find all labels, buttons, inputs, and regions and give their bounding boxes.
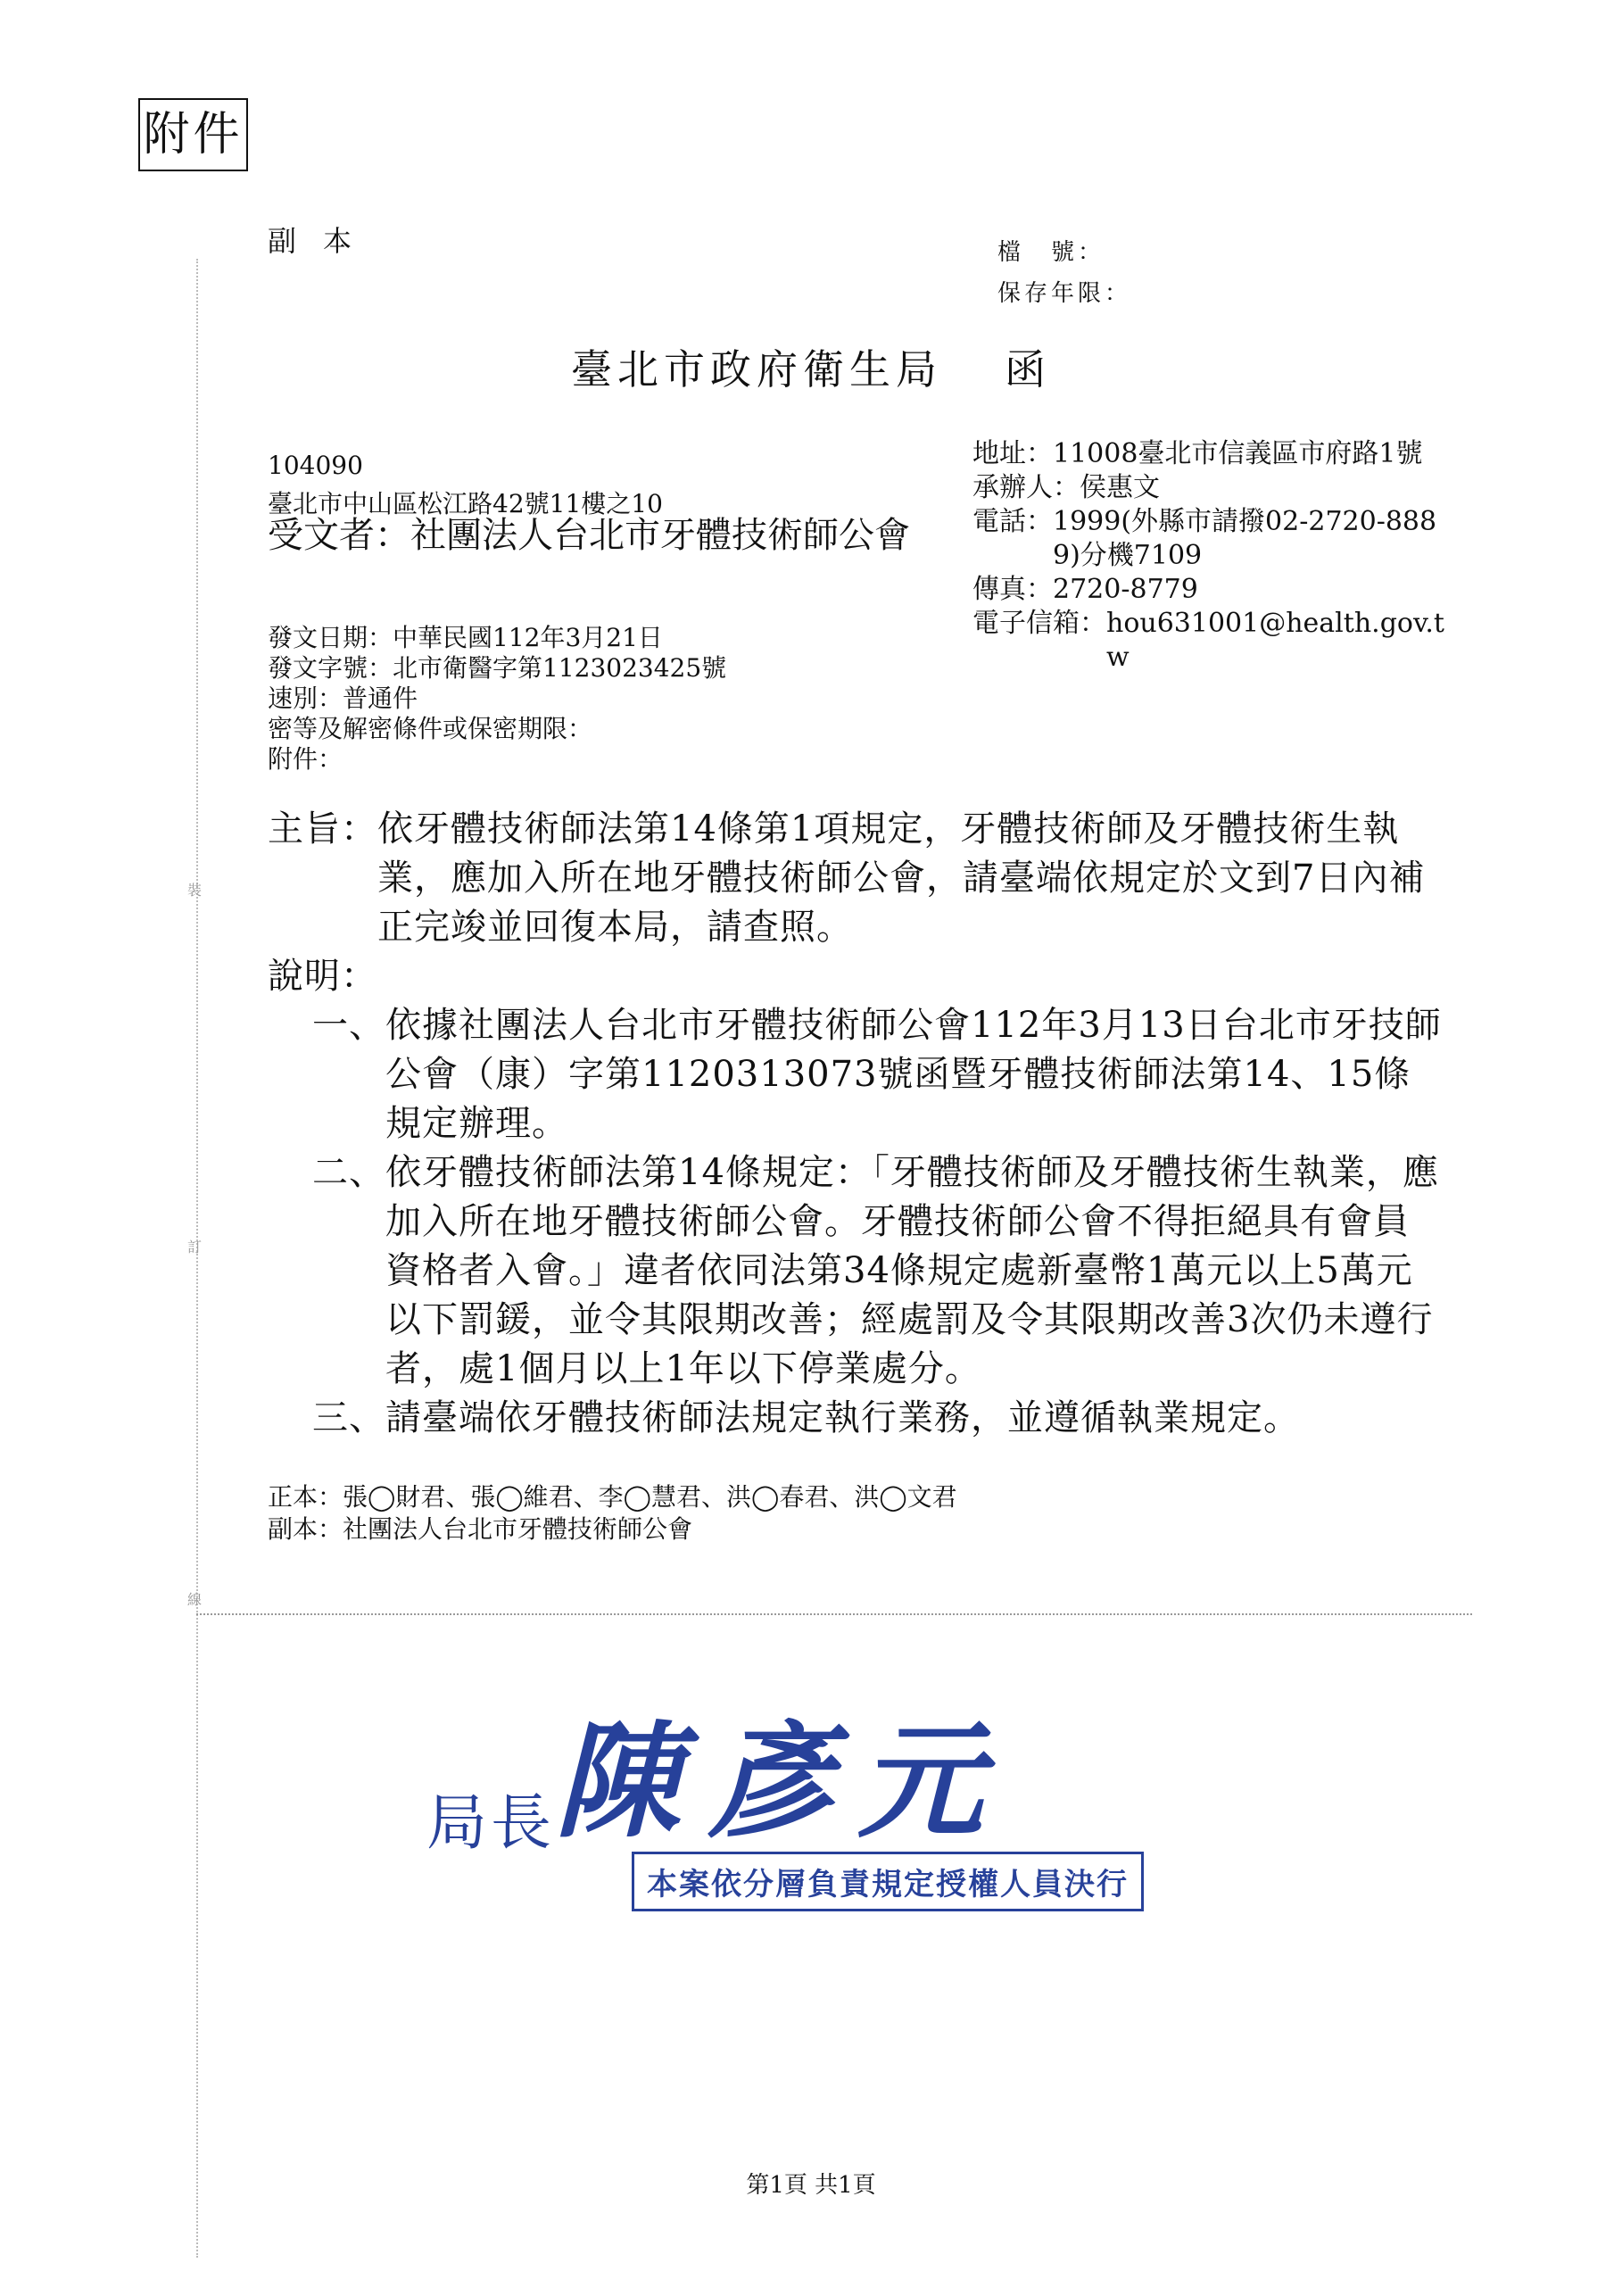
signature-name: 陳彥元: [555, 1709, 1011, 1855]
distribution-list: [268, 1481, 957, 1546]
dispatch-number: 發文字號：北市衛醫字第1123023425號: [268, 653, 727, 683]
file-number-label: 檔 號：: [997, 239, 1105, 266]
page-number: 第1頁 共1頁: [746, 2172, 876, 2199]
contact-row: [972, 573, 1454, 607]
urgency: 速別：普通件: [268, 684, 418, 713]
contact-row: [972, 505, 1454, 573]
subject-label: 主旨：: [268, 808, 377, 850]
retention-label: 保存年限：: [997, 280, 1132, 307]
recipient-zip: 104090: [268, 451, 363, 480]
item-text: 請臺端依牙體技術師法規定執行業務，並遵循執業規定。: [385, 1397, 1300, 1438]
explanation-item: [312, 1001, 1445, 1148]
margin-char-ding: 訂: [187, 1239, 203, 1256]
delegation-stamp: 本案依分層負責規定授權人員決行: [632, 1852, 1144, 1911]
subject: [268, 805, 1445, 952]
main-recipients: 正本：張◯財君、張◯維君、李◯慧君、洪◯春君、洪◯文君: [268, 1482, 957, 1512]
item-number: 一、: [312, 1005, 385, 1046]
signature-title: 局長: [426, 1788, 556, 1859]
attachments: 附件：: [268, 744, 343, 774]
explanation-item: [312, 1148, 1445, 1394]
attachment-label: 附件: [138, 98, 248, 171]
contact-value: 2720-8779: [1053, 574, 1198, 605]
doc-type: 函: [1005, 345, 1051, 394]
margin-char-zhuang: 裝: [187, 882, 203, 899]
item-text: 依據社團法人台北市牙體技術師公會112年3月13日台北市牙技師公會（康）字第1120313073號函暨牙體技術師法第14、15條規定辦理。: [385, 1005, 1442, 1144]
binding-margin-line: [196, 259, 198, 2258]
director-signature-stamp: [426, 1682, 1010, 1861]
copy-mark: 副本: [268, 224, 379, 258]
recipient-address: 臺北市中山區松江路42號11樓之10: [268, 489, 663, 518]
subject-text: 依牙體技術師法第14條第1項規定，牙體技術師及牙體技術生執業，應加入所在地牙體技術師公會，請臺端依規定於文到7日內補正完竣並回復本局，請查照。: [377, 808, 1426, 948]
contact-label: 傳真：: [972, 574, 1053, 605]
dispatch-date: 發文日期：中華民國112年3月21日: [268, 623, 663, 652]
copy-recipients: 副本：社團法人台北市牙體技術師公會: [268, 1514, 693, 1544]
confidentiality: 密等及解密條件或保密期限：: [268, 714, 593, 743]
margin-char-xian: 線: [187, 1591, 203, 1608]
item-number: 二、: [312, 1152, 385, 1193]
dispatch-meta: [268, 623, 726, 775]
contact-label: 地址：: [972, 438, 1053, 469]
contact-block: [972, 437, 1454, 675]
contact-value: 1999(外縣市請撥02-2720-8889)分機7109: [1053, 506, 1437, 571]
recipient-label: 受文者：: [268, 515, 410, 556]
document-body: [268, 805, 1445, 1443]
contact-value: 11008臺北市信義區市府路1號: [1053, 438, 1423, 469]
contact-value: 侯惠文: [1080, 472, 1160, 503]
contact-row: [972, 437, 1454, 471]
recipient-name: 社團法人台北市牙體技術師公會: [410, 515, 910, 556]
item-text: 依牙體技術師法第14條規定：「牙體技術師及牙體技術生執業，應加入所在地牙體技術師公會。牙體技術師公會不得拒絕具有會員資格者入會。」違者依同法第34條規定處新臺幣1萬元以上5萬元以下罰鍰，並令其限期改善；經處罰及令其限期改善3次仍未遵行者，處1個月以上1年以下停業處分。: [385, 1152, 1439, 1389]
item-number: 三、: [312, 1397, 385, 1438]
contact-value: hou631001@health.gov.tw: [1106, 608, 1444, 673]
recipient-line: [268, 516, 964, 555]
contact-label: 承辦人：: [972, 472, 1080, 503]
issuing-org: 臺北市政府衛生局: [571, 345, 942, 394]
contact-row: [972, 607, 1454, 675]
explanation-item: [312, 1394, 1445, 1443]
document-title: [0, 337, 1622, 396]
section-divider: [196, 1613, 1472, 1615]
contact-label: 電子信箱：: [972, 608, 1106, 639]
explanation-label: 說明：: [268, 956, 377, 997]
contact-label: 電話：: [972, 506, 1053, 537]
contact-row: [972, 471, 1454, 505]
